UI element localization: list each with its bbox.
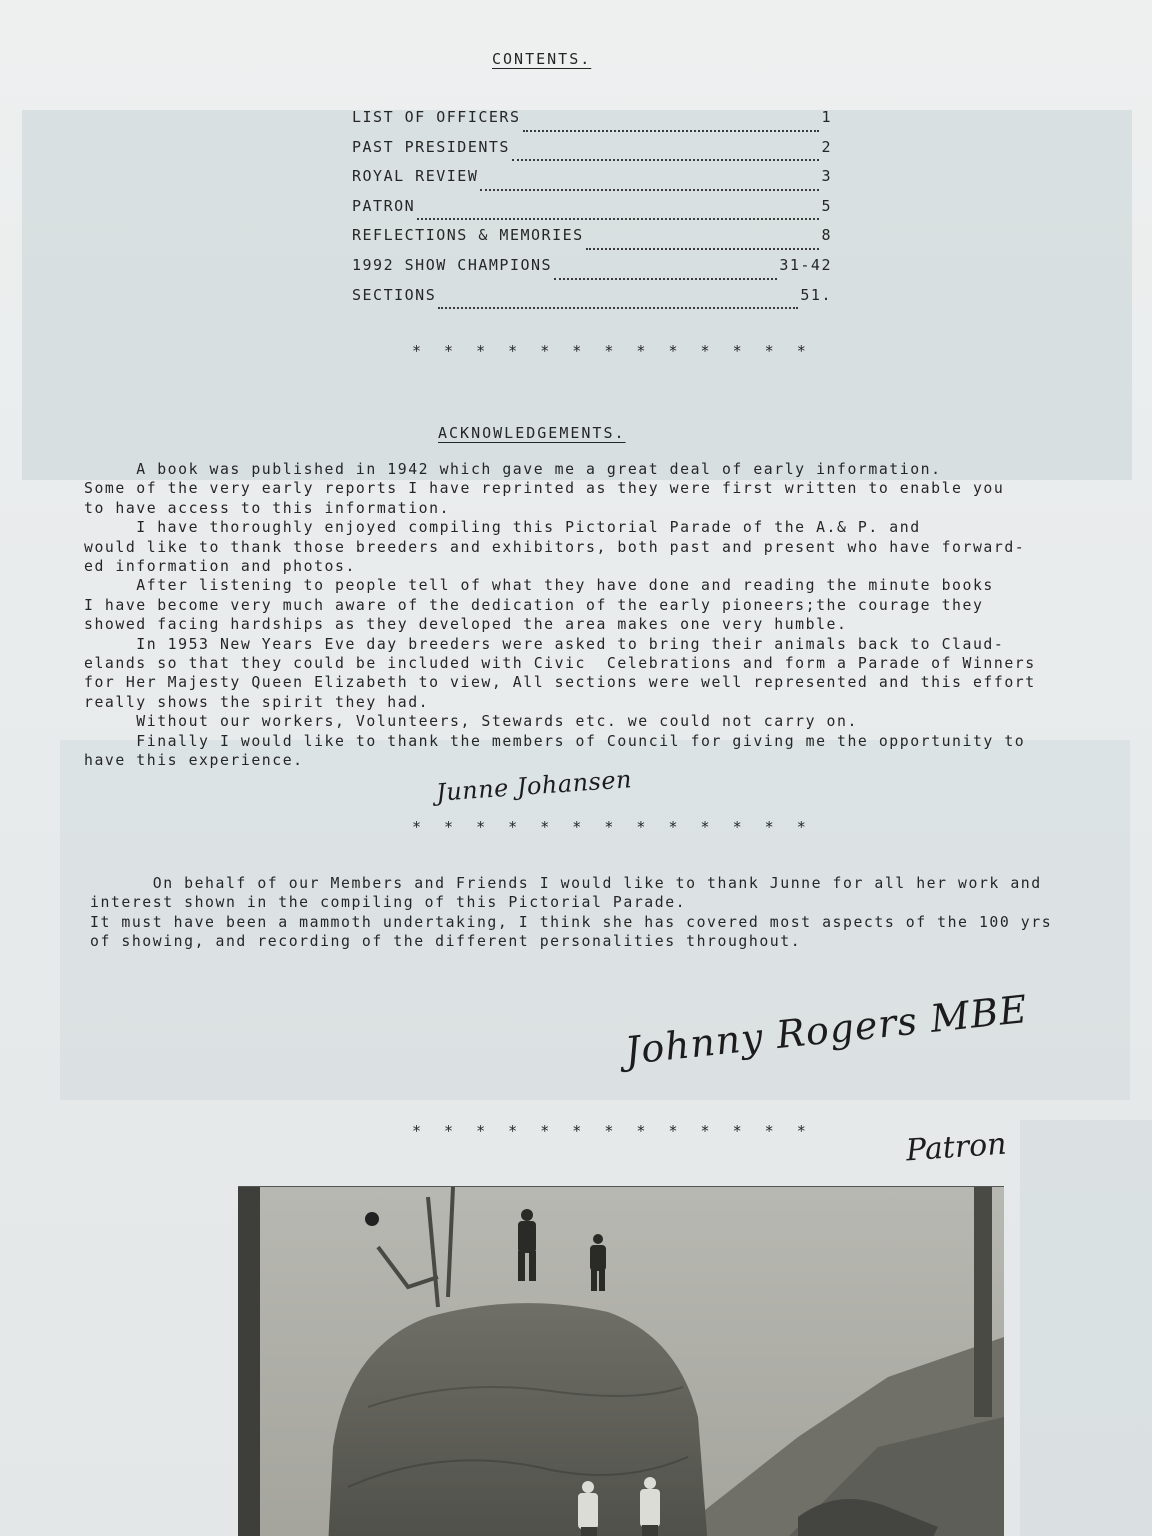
contents-item-label: REFLECTIONS & MEMORIES — [352, 226, 584, 245]
contents-item-page: 31-42 — [779, 255, 832, 274]
text-line: I have thoroughly enjoyed compiling this Pictorial Parade of the A.& P. and — [84, 519, 921, 537]
contents-item-label: LIST OF OFFICERS — [352, 108, 521, 126]
contents-item-label: PAST PRESIDENTS — [352, 137, 510, 156]
dot-leader — [512, 155, 820, 161]
text-line: would like to thank those breeders and exhibitors, both past and present who have forward- — [84, 538, 1026, 556]
text-line: of showing, and recording of the different personalities throughout. — [90, 933, 802, 951]
contents-item-page: 51. — [800, 285, 832, 304]
dot-leader — [523, 126, 820, 132]
text-line: Finally I would like to thank the members of Council for giving me the opportunity to — [84, 732, 1026, 750]
dot-leader — [417, 214, 819, 220]
text-line: really shows the spirit they had. — [84, 693, 430, 711]
text-line: elands so that they could be included with Civic Celebrations and form a Parade of Winners — [84, 655, 1036, 673]
text-line: In 1953 New Years Eve day breeders were asked to bring their animals back to Claud- — [84, 635, 1005, 653]
text-line: A book was published in 1942 which gave me a great deal of early information. — [84, 461, 942, 478]
contents-item-page: 3 — [821, 167, 832, 186]
separator-stars: * * * * * * * * * * * * * — [412, 1122, 813, 1140]
contents-item — [352, 197, 832, 227]
contents-item-label: PATRON — [352, 196, 416, 215]
contents-item-page: 8 — [821, 226, 832, 245]
contents-item-label: SECTIONS — [352, 285, 437, 304]
text-line: to have access to this information. — [84, 499, 451, 517]
contents-list — [352, 108, 832, 315]
contents-item — [352, 167, 832, 197]
separator-stars: * * * * * * * * * * * * * — [412, 342, 813, 360]
text-line: ed information and photos. — [84, 558, 356, 576]
acknowledgements-text — [84, 460, 1144, 771]
thanks-text — [90, 874, 1150, 952]
text-line: It must have been a mammoth undertaking, I think she has covered most aspects of the 100 yrs — [90, 913, 1053, 931]
haystack-photo — [238, 1186, 1004, 1536]
contents-item-page: 2 — [821, 137, 832, 156]
text-line: On behalf of our Members and Friends I would like to thank Junne for all her work and — [90, 875, 1042, 892]
dot-leader — [480, 185, 819, 191]
contents-item — [352, 226, 832, 256]
contents-heading: CONTENTS. — [492, 50, 592, 68]
contents-item — [352, 138, 832, 168]
signature-patron-role: Patron — [904, 1126, 1008, 1169]
text-line: Some of the very early reports I have reprinted as they were first written to enable you — [84, 480, 1005, 498]
separator-stars: * * * * * * * * * * * * * — [412, 818, 813, 836]
text-line: Without our workers, Volunteers, Stewards etc. we could not carry on. — [84, 713, 858, 731]
contents-item — [352, 256, 832, 286]
text-line: have this experience. — [84, 752, 304, 770]
contents-item — [352, 286, 832, 316]
dot-leader — [554, 274, 777, 280]
contents-item-page: 5 — [821, 196, 832, 215]
show-through-photo-bottom — [1020, 1120, 1152, 1536]
contents-item-label: ROYAL REVIEW — [352, 167, 479, 186]
text-line: After listening to people tell of what they have done and reading the minute books — [84, 577, 994, 595]
dot-leader — [586, 244, 820, 250]
contents-item — [352, 108, 832, 138]
signature-junne: Junne Johansen — [435, 765, 633, 807]
text-line: for Her Majesty Queen Elizabeth to view, All sections were well represented and this effort — [84, 674, 1036, 692]
signature-patron-name: Johnny Rogers MBE — [622, 986, 1030, 1074]
dot-leader — [438, 303, 798, 309]
text-line: interest shown in the compiling of this Pictorial Parade. — [90, 894, 687, 912]
text-line: showed facing hardships as they developed the area makes one very humble. — [84, 616, 848, 634]
contents-item-page: 1 — [821, 108, 832, 126]
contents-item-label: 1992 SHOW CHAMPIONS — [352, 255, 553, 274]
acknowledgements-heading: ACKNOWLEDGEMENTS. — [438, 424, 626, 442]
text-line: I have become very much aware of the dedication of the early pioneers;the courage they — [84, 596, 984, 614]
